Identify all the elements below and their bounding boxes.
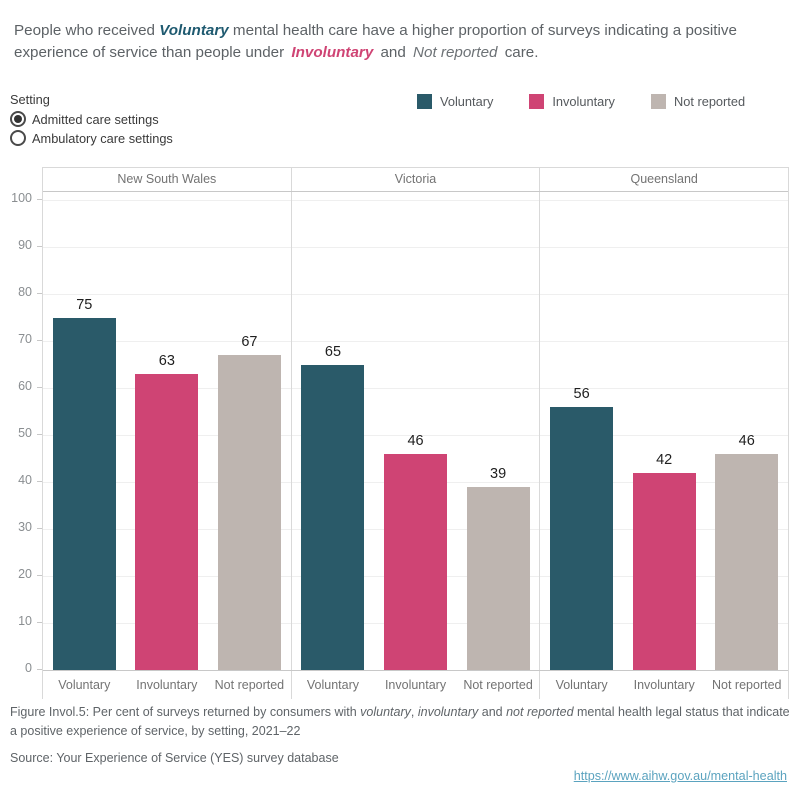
- plot-area: [43, 192, 788, 671]
- legend-label: Involuntary: [552, 94, 615, 109]
- title-text: mental health care have a higher proportion of surveys indicating a positive experience of service than people under: [14, 22, 737, 61]
- title-text: People who received: [14, 22, 160, 39]
- legend-item-voluntary[interactable]: [417, 94, 493, 109]
- y-tick-label: 70: [18, 332, 32, 346]
- legend: [417, 94, 745, 109]
- voluntary-swatch-icon: [417, 94, 432, 109]
- y-tick-label: 100: [11, 191, 32, 205]
- caption-involuntary: involuntary: [417, 705, 479, 719]
- facet-header-row: [43, 167, 788, 192]
- title-voluntary-accent: Voluntary: [159, 22, 229, 39]
- bar-value-label: 46: [407, 432, 424, 449]
- bar-slot: [292, 344, 375, 671]
- caption-voluntary: voluntary: [360, 705, 411, 719]
- x-category-label: Voluntary: [306, 678, 360, 692]
- legend-item-involuntary[interactable]: [529, 94, 615, 109]
- bar-value-label: 39: [490, 465, 507, 482]
- caption-text: and: [478, 705, 507, 719]
- y-axis: [0, 0, 42, 720]
- y-tick-label: 80: [18, 285, 32, 299]
- title-involuntary-accent: Involuntary: [291, 44, 374, 61]
- bar-voluntary[interactable]: [301, 365, 364, 671]
- facet-panel: [539, 192, 788, 670]
- bar-not-reported[interactable]: [467, 487, 530, 670]
- y-tick-label: 20: [18, 567, 32, 581]
- bar-value-label: 56: [573, 385, 590, 402]
- title-text: and: [376, 44, 411, 61]
- bar-slot: [705, 433, 788, 670]
- legend-label: Voluntary: [440, 94, 494, 109]
- x-axis-labels: [43, 671, 788, 699]
- title-not-reported-accent: Not reported: [413, 44, 498, 61]
- y-tick-label: 90: [18, 238, 32, 252]
- bar-value-label: 46: [738, 432, 755, 449]
- bar-slot: [623, 452, 706, 670]
- radio-admitted-care-label: Admitted care settings: [32, 111, 159, 127]
- bar-slot: [208, 334, 291, 670]
- y-tick-label: 60: [18, 379, 32, 393]
- title-text: care.: [500, 44, 539, 61]
- legend-item-not-reported[interactable]: [651, 94, 745, 109]
- radio-ambulatory-care-label: Ambulatory care settings: [32, 130, 173, 146]
- setting-filter-label: Setting: [10, 92, 50, 107]
- facet-panel: [43, 192, 291, 670]
- involuntary-swatch-icon: [529, 94, 544, 109]
- x-category-label: Not reported: [712, 678, 782, 692]
- bar-slot: [43, 297, 126, 671]
- not-reported-swatch-icon: [651, 94, 666, 109]
- y-tick-label: 40: [18, 473, 32, 487]
- aihw-link[interactable]: https://www.aihw.gov.au/mental-health: [573, 769, 787, 783]
- y-tick-label: 50: [18, 426, 32, 440]
- y-tick-label: 30: [18, 520, 32, 534]
- legend-label: Not reported: [673, 94, 746, 109]
- x-category-label: Involuntary: [136, 678, 198, 692]
- facet-panel: [291, 192, 540, 670]
- facet-title: Queensland: [539, 168, 788, 191]
- bar-value-label: 67: [241, 334, 258, 351]
- x-category-label: Not reported: [214, 678, 285, 692]
- bar-not-reported[interactable]: [715, 454, 778, 670]
- x-category-label: Involuntary: [633, 678, 695, 692]
- x-category-label: Voluntary: [58, 678, 111, 692]
- bar-value-label: 42: [656, 451, 673, 468]
- bar-slot: [457, 466, 540, 670]
- y-tick-label: 10: [18, 614, 32, 628]
- x-category-label: Involuntary: [384, 678, 447, 692]
- facet-title: New South Wales: [117, 172, 217, 186]
- y-tick-label: 0: [25, 661, 32, 675]
- caption-not-reported: not reported: [506, 705, 574, 719]
- source-note: Source: Your Experience of Service (YES) survey database: [10, 751, 339, 765]
- bar-value-label: 65: [324, 343, 342, 360]
- bar-value-label: 63: [158, 352, 175, 369]
- bar-involuntary[interactable]: [633, 473, 696, 670]
- figure-caption: [10, 703, 792, 741]
- caption-text: Figure Invol.5: Per cent of surveys returned by consumers with: [10, 705, 361, 719]
- bar-slot: [374, 433, 457, 670]
- caption-text: ,: [410, 705, 418, 719]
- x-category-label: Not reported: [463, 678, 533, 692]
- bar-voluntary[interactable]: [550, 407, 613, 670]
- bar-not-reported[interactable]: [218, 355, 281, 670]
- bar-slot: [540, 386, 623, 670]
- page-title: [14, 20, 786, 64]
- bar-involuntary[interactable]: [135, 374, 198, 670]
- caption-text: mental health legal status that indicate a positive experience of service, by setting, 2021–22: [10, 705, 790, 738]
- x-label-panel: [539, 671, 788, 699]
- bar-chart: [42, 167, 789, 699]
- x-label-panel: [43, 671, 291, 699]
- x-category-label: Voluntary: [555, 678, 608, 692]
- bar-value-label: 75: [76, 296, 93, 313]
- bar-slot: [126, 353, 209, 670]
- facet-title: Victoria: [291, 168, 540, 191]
- bar-involuntary[interactable]: [384, 454, 447, 670]
- bar-voluntary[interactable]: [53, 318, 116, 671]
- x-label-panel: [291, 671, 540, 699]
